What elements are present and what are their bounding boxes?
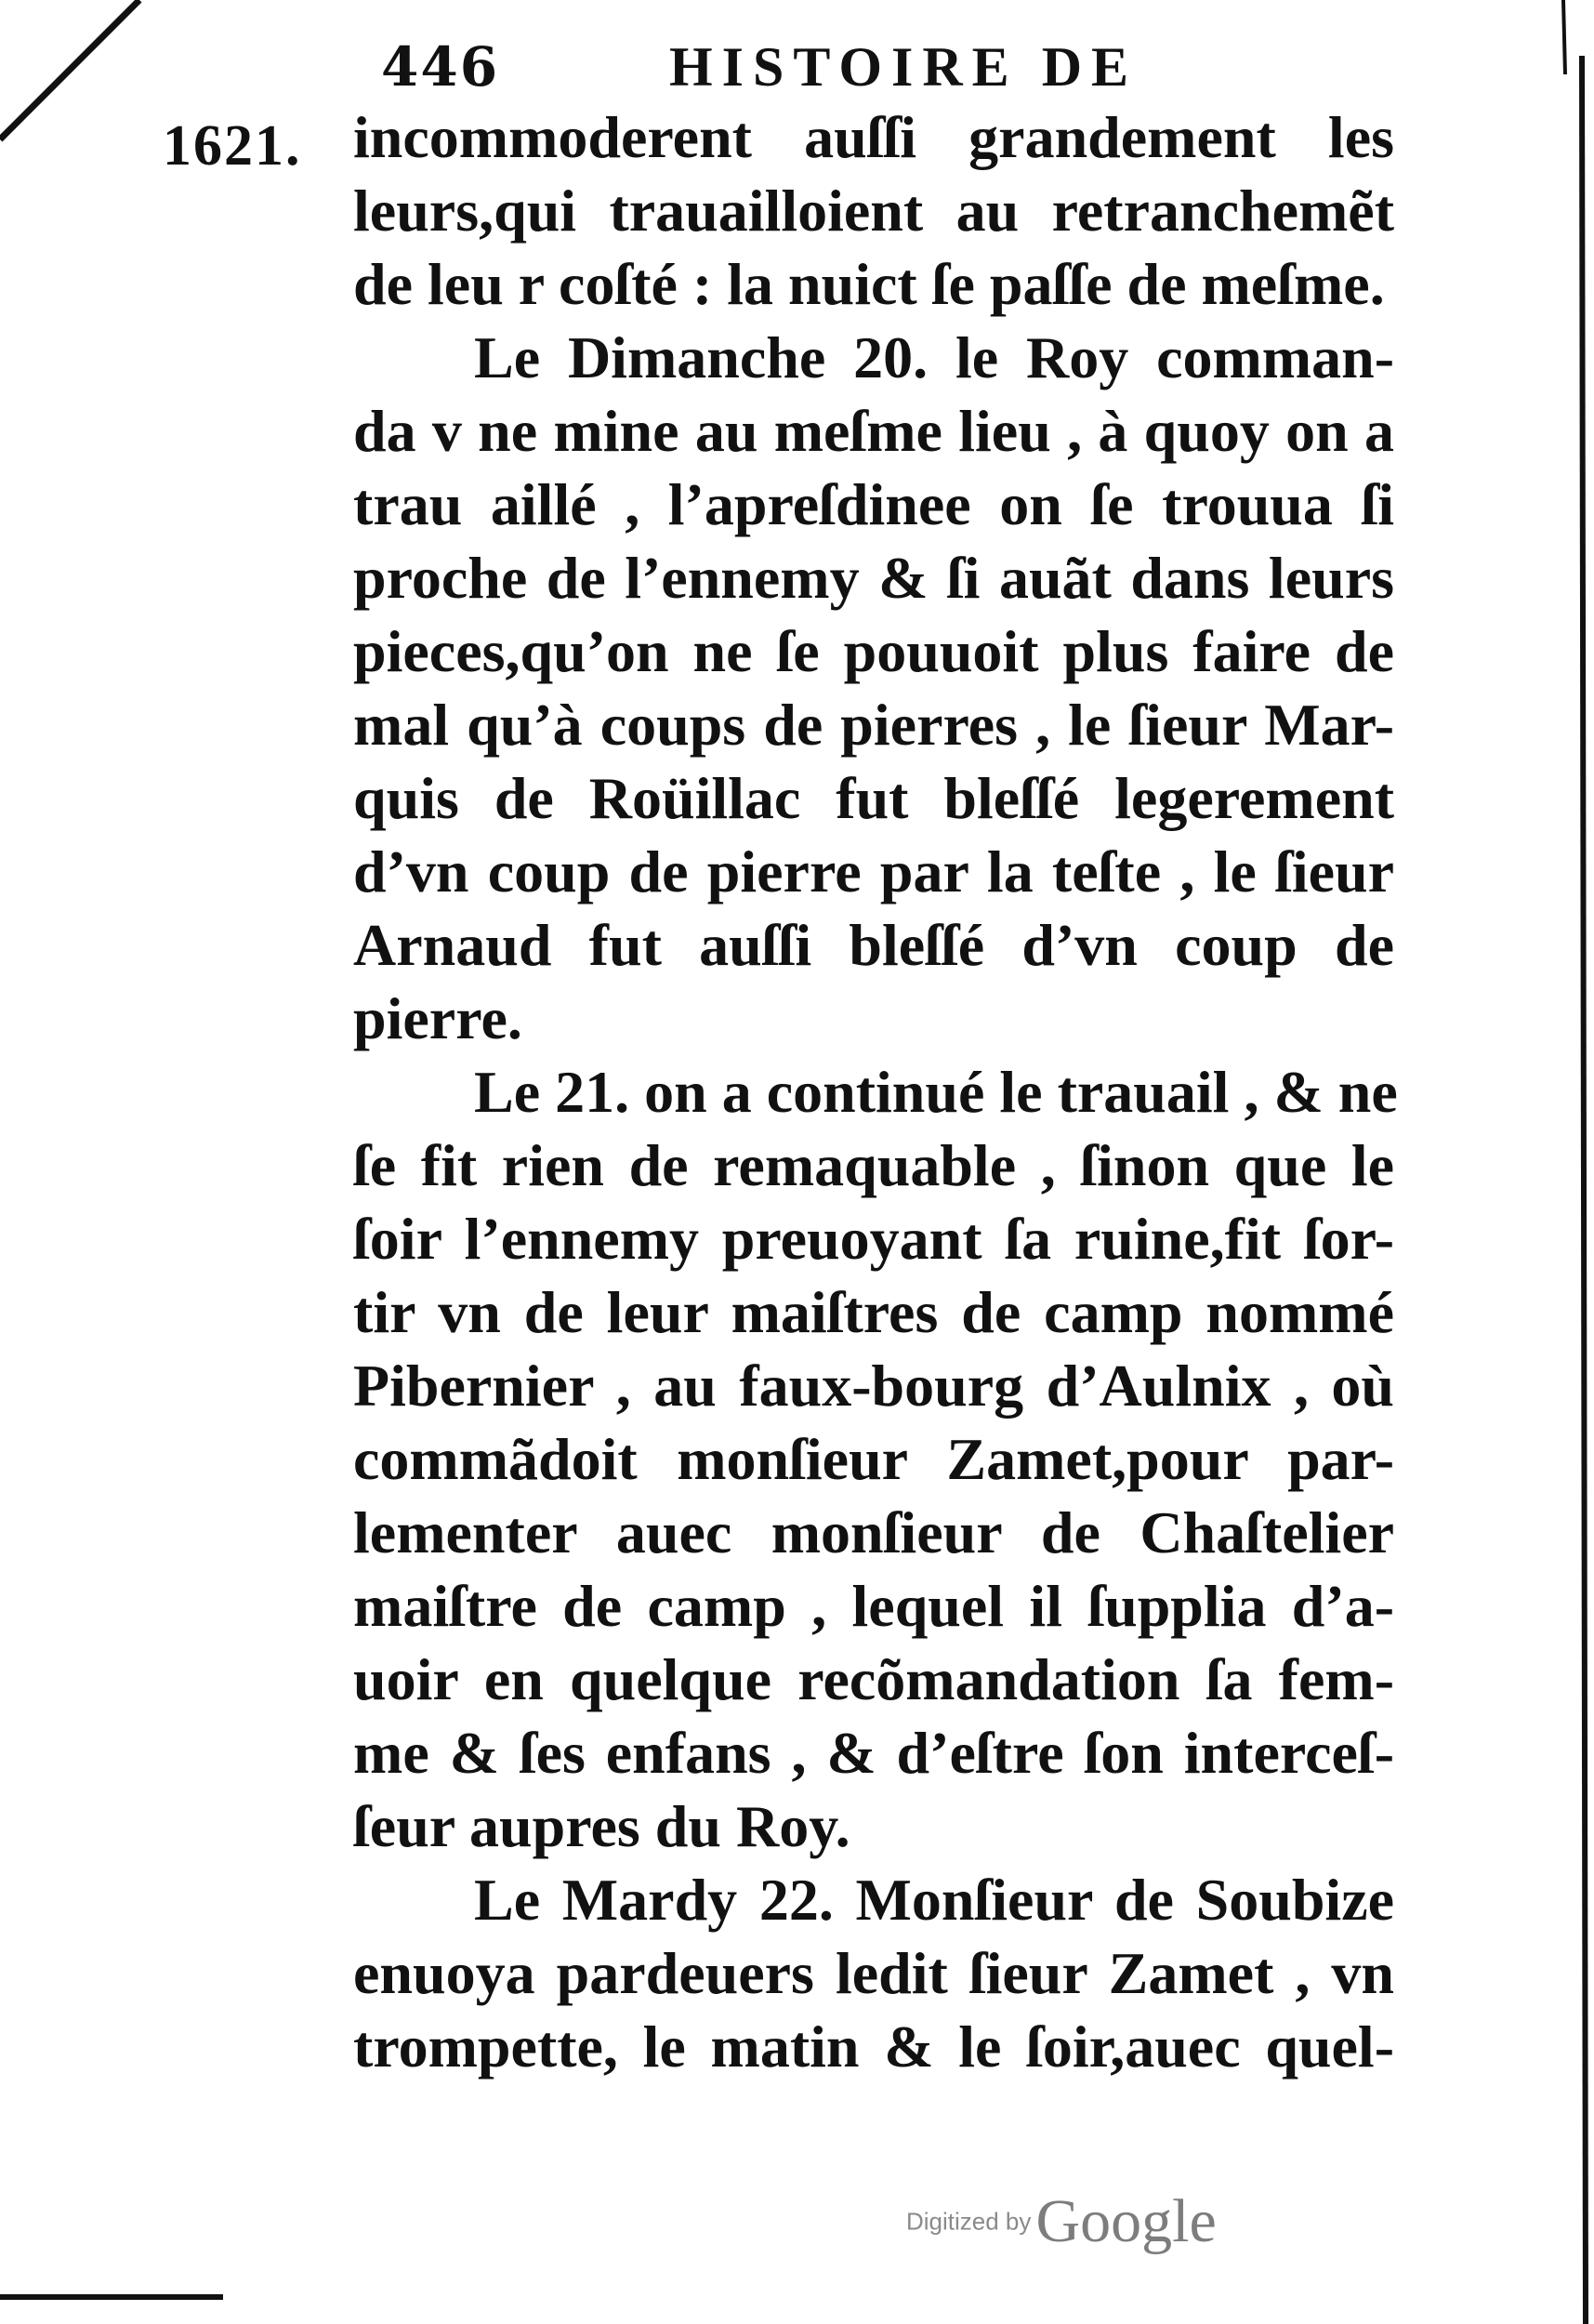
text-line: da v ne mine au meſme lieu , à quoy on a [353,398,1394,464]
running-head: HISTOIRE DE [669,36,1139,98]
page-header [381,35,1218,110]
page-number: 446 [381,35,500,99]
text-line: d’vn coup de pierre par la teſte , le ſieur [353,838,1394,905]
text-line: ſoir l’ennemy preuoyant ſa ruine,fit ſor- [353,1206,1394,1272]
google-logo: Google [1035,2187,1217,2255]
text-line: ſe fit rien de remaquable , ſinon que le [353,1132,1394,1198]
text-line: Le Dimanche 20. le Roy comman- [474,324,1394,390]
text-line: Le 21. on a continué le trauail , & ne [474,1059,1398,1125]
text-line: commãdoit monſieur Zamet,pour par- [353,1426,1394,1492]
text-line: Le Mardy 22. Monſieur de Soubize [474,1867,1394,1933]
page-edge-artifact-right [1554,0,1594,2324]
text-line: quis de Roüillac fut bleſſé legerement [353,765,1394,831]
digitization-watermark [906,2186,1217,2261]
margin-year: 1621. [163,114,302,178]
body-text [353,100,1398,2083]
text-line: Arnaud fut auſſi bleſſé d’vn coup de [353,912,1394,978]
text-line: trompette, le matin & le ſoir,auec quel- [353,2014,1394,2080]
text-line: lementer auec monſieur de Chaſtelier [353,1499,1394,1565]
page-edge-artifact-bottom [0,2294,223,2300]
text-line: mal qu’à coups de pierres , le ſieur Mar- [353,692,1394,758]
text-line: proche de l’ennemy & ſi auãt dans leurs [353,545,1394,611]
text-line: enuoya pardeuers ledit ſieur Zamet , vn [353,1940,1394,2006]
text-line: tir vn de leur maiſtres de camp nommé [353,1279,1394,1345]
text-line: maiſtre de camp , lequel il ſupplia d’a- [353,1573,1394,1639]
text-line: ſeur aupres du Roy. [353,1793,850,1859]
text-line: de leu r coſté : la nuict ſe paſſe de meſme. [353,251,1385,317]
text-line: uoir en quelque recõmandation ſa fem- [353,1646,1394,1712]
text-line: me & ſes enfans , & d’eſtre ſon interceſ- [353,1720,1394,1786]
page-edge-artifact-left [0,0,186,186]
text-line: incommoderent auſſi grandement les [353,104,1394,170]
text-line: leurs,qui trauailloient au retranchemẽt [353,178,1394,244]
text-line: pieces,qu’on ne ſe pouuoit plus faire de [353,618,1394,684]
text-line: pierre. [353,985,522,1051]
text-line: trau aillé , l’apreſdinee on ſe trouua ſi [353,471,1394,537]
text-line: Pibernier , au faux-bourg d’Aulnix , où [353,1353,1394,1419]
watermark-caption: Digitized by [906,2207,1032,2236]
